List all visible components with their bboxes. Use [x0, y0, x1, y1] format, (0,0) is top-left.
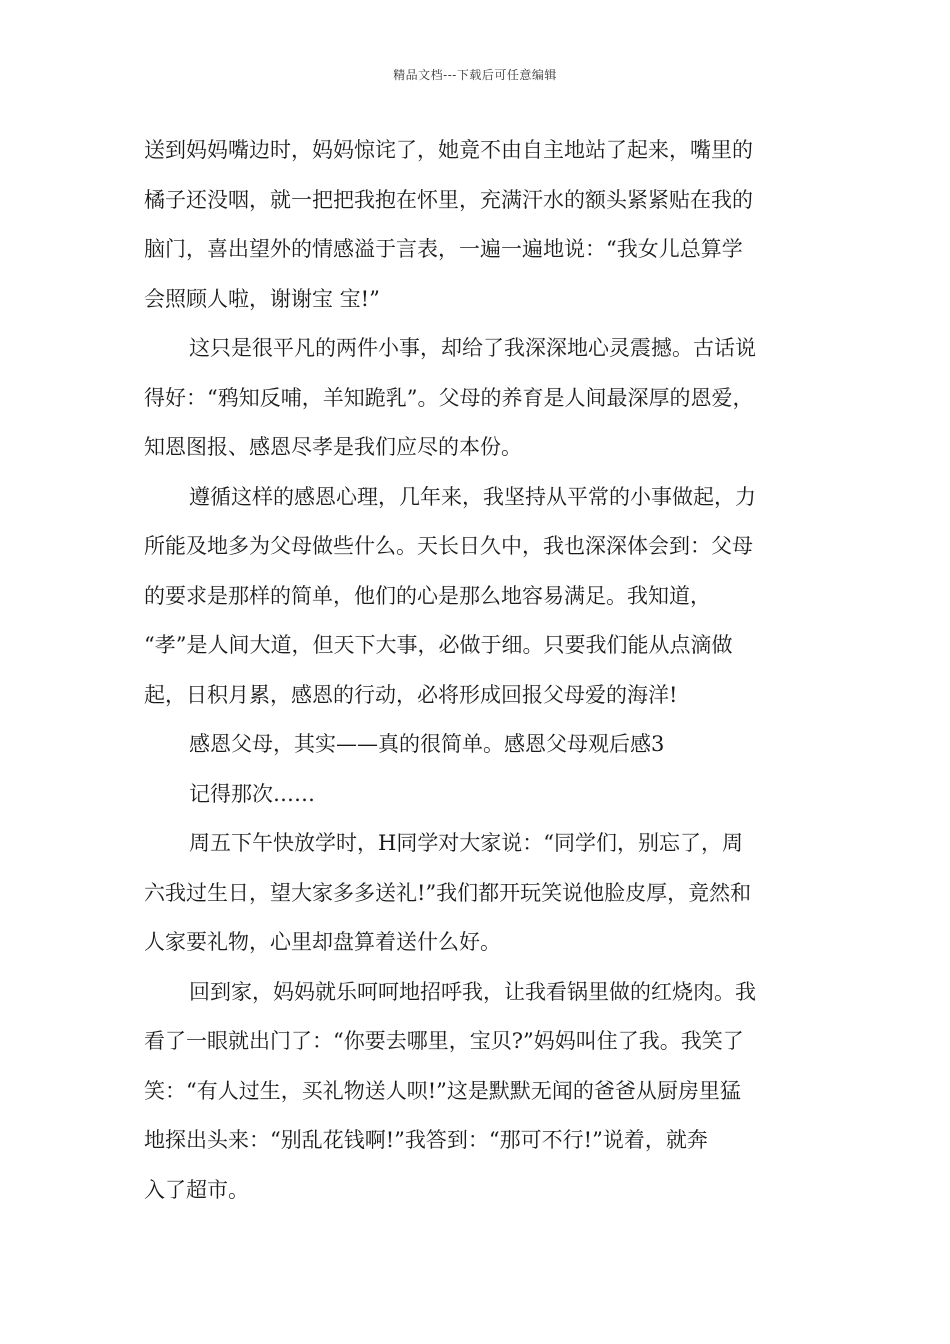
text-line: 这只是很平凡的两件小事，却给了我深深地心灵震撼。古话说 [189, 336, 756, 360]
text-line: 遵循这样的感恩心理，几年来，我坚持从平常的小事做起，力 [189, 484, 756, 509]
text-line: 人家要礼物，心里却盘算着送什么好。 [144, 930, 501, 954]
paragraph [144, 126, 808, 324]
document-body [144, 126, 808, 1215]
paragraph [144, 770, 808, 820]
paragraph [144, 720, 808, 770]
text-line: 知恩图报、感恩尽孝是我们应尽的本份。 [144, 435, 522, 459]
text-line: 回到家，妈妈就乐呵呵地招呼我，让我看锅里做的红烧肉。我 [189, 979, 756, 1004]
text-line: 的要求是那样的简单，他们的心是那么地容易满足。我知道， [144, 583, 711, 608]
text-line: 入了超市。 [144, 1177, 249, 1202]
text-line: 感恩父母，其实——真的很简单。感恩父母观后感3 [189, 732, 665, 756]
text-line: 地探出头来：“别乱花钱啊!”我答到：“那可不行!”说着，就奔 [144, 1128, 708, 1152]
paragraph [144, 819, 808, 968]
paragraph [144, 473, 808, 721]
text-line: “孝”是人间大道，但天下大事，必做于细。只要我们能从点滴做 [144, 633, 733, 657]
text-line: 起，日积月累，感恩的行动，必将形成回报父母爱的海洋! [144, 682, 678, 707]
paragraph [144, 968, 808, 1216]
text-line: 脑门，喜出望外的情感溢于言表，一遍一遍地说：“我女儿总算学 [144, 237, 743, 261]
text-line: 记得那次…… [189, 781, 315, 806]
text-line: 周五下午快放学时，H同学对大家说：“同学们，别忘了，周 [189, 831, 744, 855]
text-line: 会照顾人啦，谢谢宝 宝!” [144, 286, 380, 311]
text-line: 得好：“鸦知反哺，羊知跪乳”。父母的养育是人间最深厚的恩爱， [144, 385, 754, 410]
page-header: 精品文档---下载后可任意编辑 [393, 68, 557, 82]
text-line: 送到妈妈嘴边时，妈妈惊诧了，她竟不由自主地站了起来，嘴里的 [144, 138, 753, 162]
text-line: 看了一眼就出门了：“你要去哪里，宝贝?”妈妈叫住了我。我笑了 [144, 1029, 744, 1053]
text-line: 所能及地多为父母做些什么。天长日久中，我也深深体会到：父母 [144, 534, 753, 558]
text-line: 橘子还没咽，就一把把我抱在怀里，充满汗水的额头紧紧贴在我的 [144, 187, 753, 212]
paragraph [144, 324, 808, 473]
text-line: 笑：“有人过生，买礼物送人呗!”这是默默无闻的爸爸从厨房里猛 [144, 1078, 741, 1103]
text-line: 六我过生日，望大家多多送礼!”我们都开玩笑说他脸皮厚，竟然和 [144, 880, 752, 905]
